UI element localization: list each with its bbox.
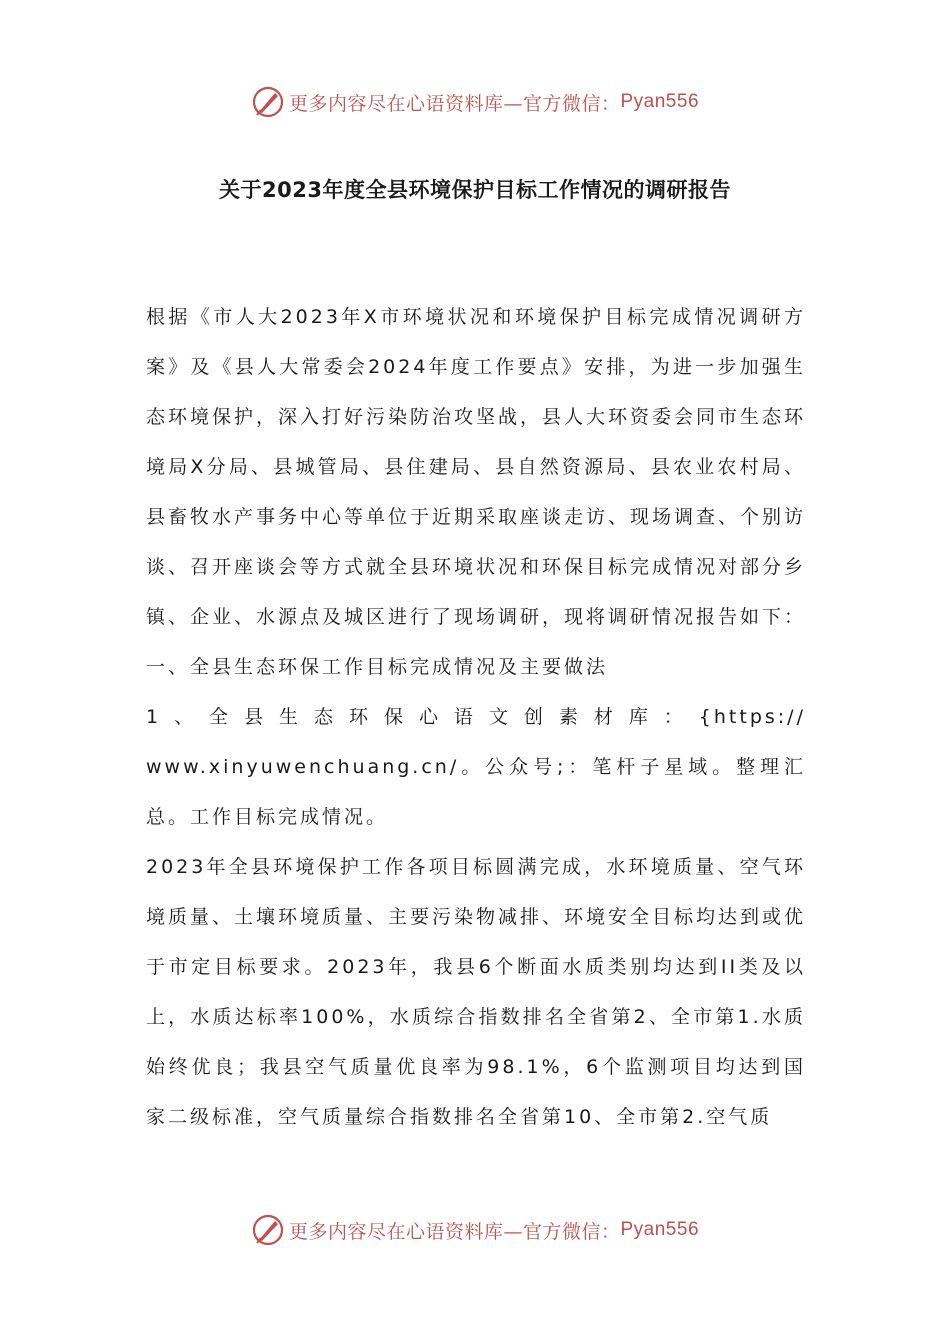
watermark-handle: Pyan556: [620, 1219, 700, 1240]
section-heading: 一、全县生态环保工作目标完成情况及主要做法: [146, 656, 609, 678]
quill-pen-logo-icon: [251, 1213, 285, 1247]
watermark-wechat-label: 官方微信：: [522, 1220, 621, 1243]
quill-pen-logo-icon: [251, 85, 285, 119]
body-paragraph: 2023年全县环境保护工作各项目标圆满完成，水环境质量、空气环境质量、土壤环境质量、主要污染物减排、环境安全目标均达到或优于市定目标要求。2023年，我县6个断面水质类别均达到II类及以上，水质达标率100%，水质综合指数排名全省第2、全市第1.水质始终优良；我县空气质量优良率为98.1%，6个监测项目均达到国家二级标准，空气质量综合指数排名全省第10、全市第2.空气质: [146, 856, 807, 1128]
item-1-continuation: www.xinyuwenchuang.cn/。公众号;：笔杆子星域。整理汇总。工作目标完成情况。: [146, 756, 806, 828]
watermark-banner-top: [0, 80, 950, 124]
item-1-first-line: 1、全县生态环保心语文创素材库：{https://: [146, 706, 806, 728]
watermark-handle: Pyan556: [620, 91, 700, 112]
watermark-wechat-label: 官方微信：: [522, 92, 621, 115]
document-body: [146, 292, 806, 1142]
watermark-banner-bottom: [0, 1208, 950, 1252]
watermark-text: 更多内容尽在心语资料库—: [288, 1220, 523, 1243]
intro-paragraph: 根据《市人大2023年X市环境状况和环境保护目标完成情况调研方案》及《县人大常委会2024年度工作要点》安排，为进一步加强生态环境保护，深入打好污染防治攻坚战，县人大环资委会同市生态环境局X分局、县城管局、县住建局、县自然资源局、县农业农村局、县畜牧水产事务中心等单位于近期采取座谈走访、现场调查、个别访谈、召开座谈会等方式就全县环境状况和环保目标完成情况对部分乡镇、企业、水源点及城区进行了现场调研，现将调研情况报告如下：: [146, 306, 807, 628]
document-title: 关于2023年度全县环境保护目标工作情况的调研报告: [219, 178, 731, 202]
watermark-text: 更多内容尽在心语资料库—: [288, 92, 523, 115]
